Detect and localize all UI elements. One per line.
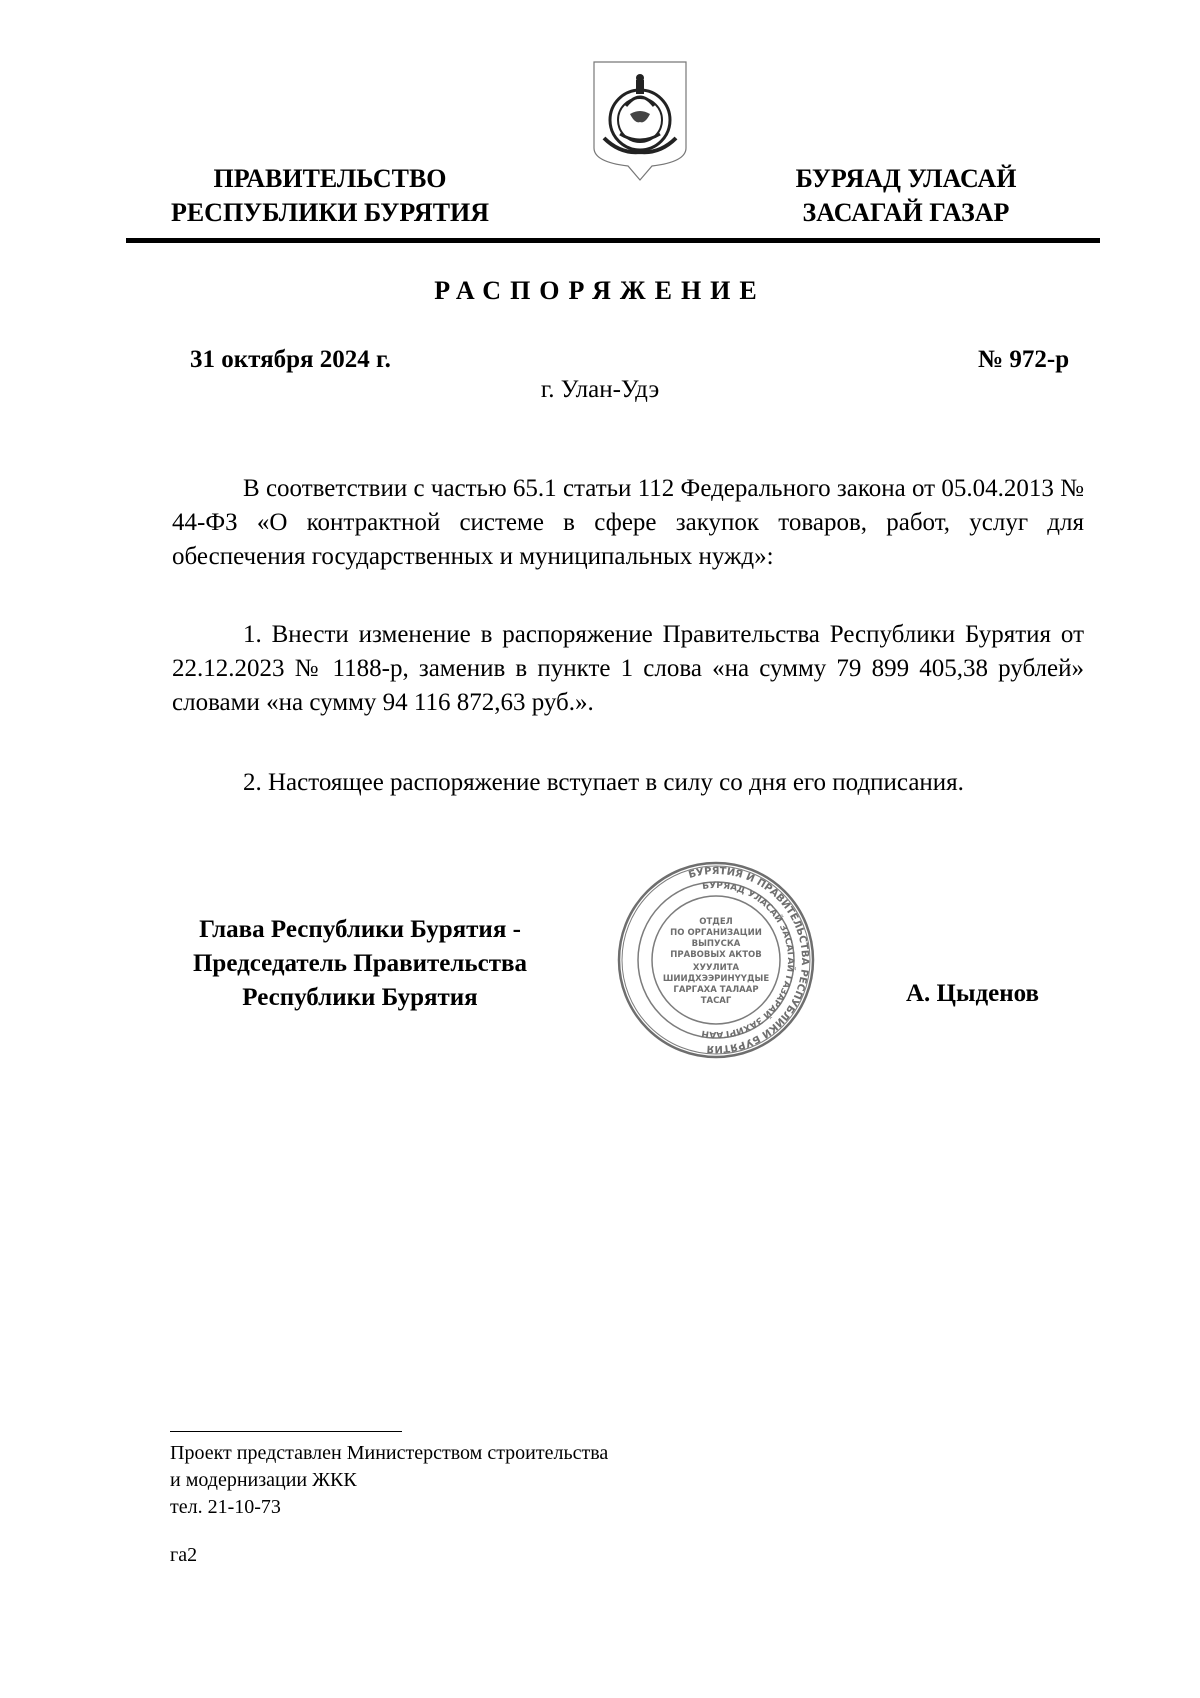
stamp-outer-text: БУРЯТИЯ И ПРАВИТЕЛЬСТВА РЕСПУБЛИКИ БУРЯТИЯ xyxy=(687,865,811,1055)
signatory-name: А. Цыденов xyxy=(906,980,1040,1007)
stamp-inner-line: ШИИДХЭЭРИНҮҮДЫЕ xyxy=(662,974,770,984)
signatory-position-line3: Республики Бурятия xyxy=(242,984,478,1011)
item2-text: 2. Настоящее распоряжение вступает в силу со дня его подписания. xyxy=(243,769,964,796)
stamp-inner-line: ГАРГАХА ТАЛААР xyxy=(673,985,759,995)
footer-line1: Проект представлен Министерством строительства xyxy=(170,1442,609,1464)
item2-paragraph xyxy=(172,766,1084,800)
stamp-inner-line: ОТДЕЛ xyxy=(699,917,733,927)
footer-code: га2 xyxy=(170,1544,198,1566)
item1-paragraph xyxy=(172,618,1084,720)
stamp-middle-text: БУРЯАД УЛАСАЙ ЗАСАГАЙ ГАЗАРАЙ ЗАХИРГААН xyxy=(700,880,796,1040)
header-divider xyxy=(126,238,1100,243)
header-right-line1: БУРЯАД УЛАСАЙ xyxy=(795,164,1017,193)
signatory-position-line2: Председатель Правительства xyxy=(192,950,528,977)
document-place: г. Улан-Удэ xyxy=(540,376,660,403)
signatory-position xyxy=(140,913,580,1015)
stamp-inner-line: ВЫПУСКА xyxy=(691,939,741,949)
header-right xyxy=(770,162,1042,230)
stamp-inner-line: ТАСАГ xyxy=(700,996,732,1006)
footer-line3: тел. 21-10-73 xyxy=(170,1496,281,1518)
document-title: РАСПОРЯЖЕНИЕ xyxy=(434,276,766,305)
document-date: 31 октября 2024 г. xyxy=(190,346,391,373)
footer-divider xyxy=(170,1431,402,1432)
signatory-position-line1: Глава Республики Бурятия - xyxy=(199,916,521,943)
preamble-text: В соответствии с частью 65.1 статьи 112 Федерального закона от 05.04.2013 № 44-ФЗ «О контрактной системе в сфере закупок товаров, работ, услуг для обеспечения государственных и муниципальных нужд»: xyxy=(172,475,1084,570)
preamble-paragraph xyxy=(172,472,1084,574)
footer-line2: и модернизации ЖКК xyxy=(170,1469,357,1491)
coat-of-arms-icon xyxy=(590,58,690,182)
header-left-line1: ПРАВИТЕЛЬСТВО xyxy=(213,164,447,193)
document-number: № 972-р xyxy=(978,346,1070,373)
header-left xyxy=(170,162,490,230)
stamp-inner-line: ПРАВОВЫХ АКТОВ xyxy=(670,950,762,960)
official-stamp xyxy=(616,860,816,1060)
stamp-inner-line: ХУУЛИТА xyxy=(692,963,740,973)
header-left-line2: РЕСПУБЛИКИ БУРЯТИЯ xyxy=(170,198,490,227)
footer-note xyxy=(170,1440,608,1521)
item1-text: 1. Внести изменение в распоряжение Правительства Республики Бурятия от 22.12.2023 № 1188-р, заменив в пункте 1 слова «на сумму 79 899 405,38 рублей» словами «на сумму 94 116 872,63 руб.». xyxy=(172,621,1084,716)
header-right-line2: ЗАСАГАЙ ГАЗАР xyxy=(802,198,1010,227)
stamp-inner-line: ПО ОРГАНИЗАЦИИ xyxy=(670,928,762,938)
